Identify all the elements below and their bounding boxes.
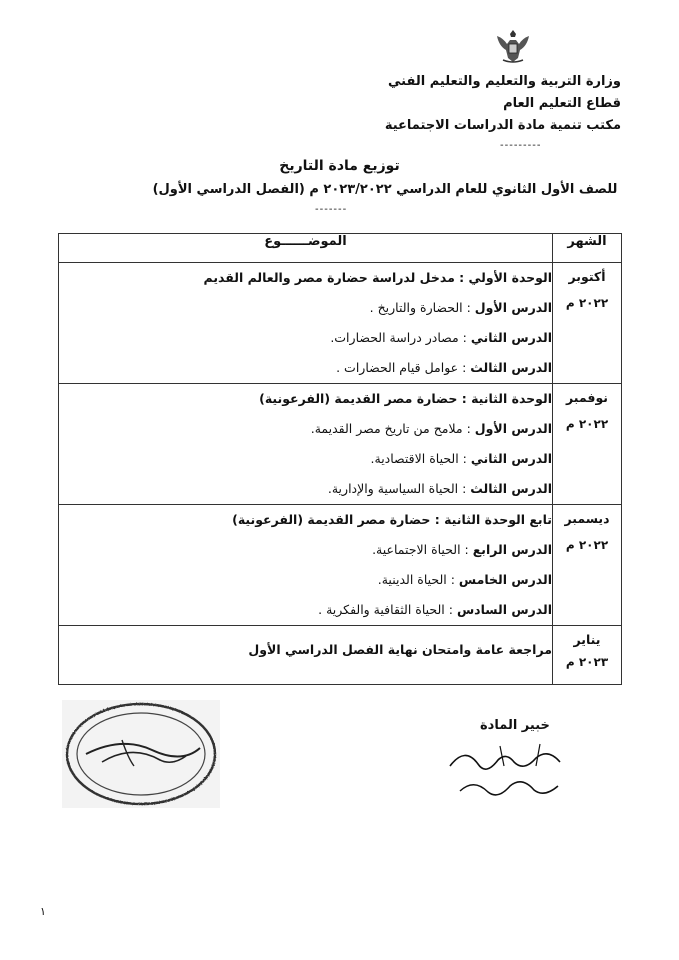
month-year: ٢٠٢٣ م [565,655,609,669]
unit-title: تابع الوحدة الثانية : حضارة مصر القديمة (الفرعونية) [232,512,552,527]
lesson-item [59,474,552,504]
lesson-label: الدرس السادس [456,602,552,617]
lesson-text: : عوامل قيام الحضارات . [336,360,471,375]
table-row [59,505,622,626]
official-seal-stamp [62,700,220,808]
handwritten-signature [440,736,580,806]
header-separator: --------- [500,140,542,151]
lesson-label: الدرس الخامس [458,572,552,587]
topic-cell [59,626,553,685]
eagle-emblem-icon [493,28,533,64]
month-name: نوفمبر [566,390,608,405]
final-review-text: مراجعة عامة وامتحان نهاية الفصل الدراسي الأول [248,642,552,657]
month-cell [553,263,622,384]
month-name: ديسمبر [564,511,610,526]
lesson-label: الدرس الثاني [470,330,552,345]
lesson-text: : الحياة الاجتماعية. [372,542,473,557]
month-cell [553,626,622,685]
lesson-text: : مصادر دراسة الحضارات. [330,330,471,345]
table-row [59,263,622,384]
table-row [59,384,622,505]
lesson-item [59,565,552,595]
month-name: أكتوبر [568,269,606,284]
title-separator: ------- [315,204,348,215]
lesson-text: : ملامح من تاريخ مصر القديمة. [310,421,475,436]
sector-name: قطاع التعليم العام [503,96,621,111]
month-year: ٢٠٢٢ م [565,417,609,431]
column-header-topic: الموضــــــوع [59,234,553,263]
lesson-item [59,353,552,383]
month-cell [553,505,622,626]
lesson-item [59,293,552,323]
month-cell [553,384,622,505]
subject-expert-label: خبير المادة [480,718,550,733]
lesson-text: : الحياة الثقافية والفكرية . [318,602,457,617]
lesson-label: الدرس الثالث [470,481,552,496]
month-year: ٢٠٢٢ م [565,296,609,310]
office-name: مكتب تنمية مادة الدراسات الاجتماعية [384,118,621,133]
lesson-label: الدرس الثاني [470,451,552,466]
column-header-month: الشهر [553,234,622,263]
ministry-name: وزارة التربية والتعليم والتعليم الفني [388,74,621,89]
page-number: ١ [40,905,46,918]
document-subtitle: للصف الأول الثانوي للعام الدراسي ٢٠٢٣/٢٠٢٢ م (الفصل الدراسي الأول) [152,182,618,197]
lesson-text: : الحضارة والتاريخ . [369,300,475,315]
lesson-item [59,323,552,353]
table-row [59,626,622,685]
table-header-row [59,234,622,263]
lesson-item [59,595,552,625]
schedule-table [58,233,622,685]
topic-cell [59,263,553,384]
topic-cell [59,384,553,505]
document-title: توزيع مادة التاريخ [279,158,400,174]
lesson-label: الدرس الثالث [470,360,552,375]
unit-title: الوحدة الثانية : حضارة مصر القديمة (الفرعونية) [259,391,552,406]
lesson-label: الدرس الأول [474,300,552,315]
lesson-item [59,535,552,565]
lesson-label: الدرس الأول [474,421,552,436]
topic-cell [59,505,553,626]
lesson-item [59,444,552,474]
unit-title: الوحدة الأولي : مدخل لدراسة حضارة مصر والعالم القديم [203,270,552,285]
lesson-item [59,414,552,444]
lesson-label: الدرس الرابع [472,542,552,557]
lesson-text: : الحياة الاقتصادية. [370,451,471,466]
lesson-text: : الحياة الدينية. [377,572,459,587]
lesson-text: : الحياة السياسية والإدارية. [327,481,471,496]
month-year: ٢٠٢٢ م [565,538,609,552]
month-name: يناير [573,632,601,647]
